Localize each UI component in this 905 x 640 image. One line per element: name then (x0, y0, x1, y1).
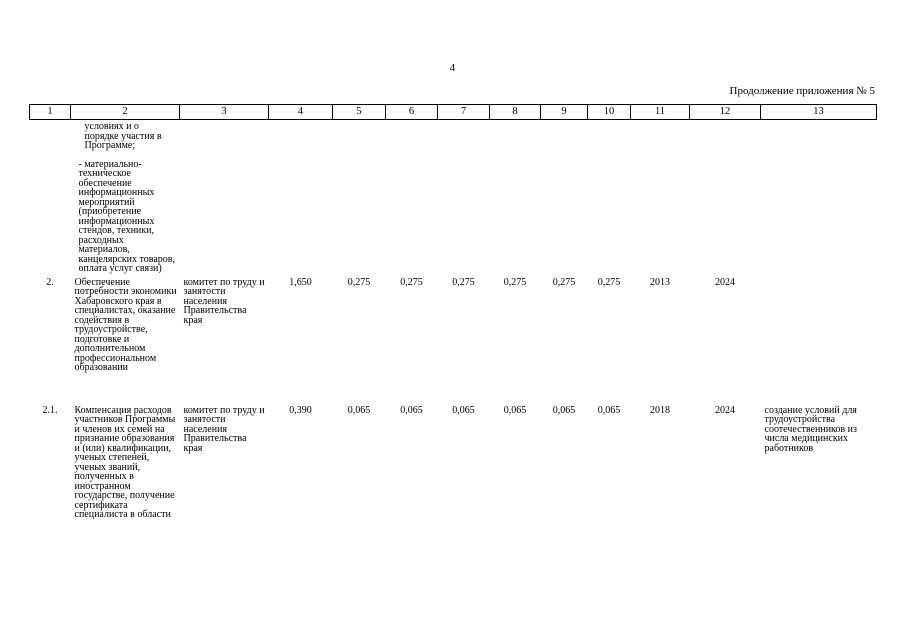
continuation-note: Продолжение приложения № 5 (729, 85, 875, 97)
row-end-year: 2024 (715, 404, 735, 416)
row-col8: 0,065 (503, 404, 527, 416)
row-total: 1,650 (289, 276, 312, 288)
row-executor: комитет по труду и занятости населения Правительства края (183, 404, 265, 454)
row-total: 0,390 (289, 404, 312, 416)
header-col-1: 1 (30, 105, 71, 120)
header-col-12: 12 (690, 105, 761, 120)
row-col10: 0,065 (597, 404, 621, 416)
table-row (30, 402, 877, 520)
header-col-8: 8 (490, 105, 541, 120)
header-col-5: 5 (333, 105, 386, 120)
row-col7: 0,275 (452, 276, 475, 288)
page-number: 4 (449, 62, 456, 74)
row-col5: 0,275 (347, 276, 371, 288)
row-result: создание условий для трудоустройства соотечественников из числа медицинских работников (764, 404, 857, 454)
row-col5: 0,065 (347, 404, 371, 416)
row-col9: 0,065 (552, 404, 576, 416)
row-start-year: 2018 (650, 404, 670, 416)
continued-text-1: условиях и о порядке участия в Программе; (84, 121, 162, 151)
header-col-10: 10 (588, 105, 631, 120)
program-table (29, 104, 877, 520)
row-name: Компенсация расходов участников Программы и членов их семей на признание образования и (или) квалификации, ученых степеней, ученых званий, полученных в иностранном государстве, получение сертификата специалиста в области (74, 404, 176, 520)
continued-name-cell (71, 120, 180, 274)
header-col-3: 3 (180, 105, 269, 120)
row-start-year: 2013 (650, 276, 670, 288)
row-end-year: 2024 (715, 276, 735, 288)
header-col-6: 6 (386, 105, 438, 120)
header-col-7: 7 (438, 105, 490, 120)
row-name: Обеспечение потребности экономики Хабаровского края в специалистах, оказание содействия в трудоустройстве, подготовке и дополнительном профессиональном образовании (74, 276, 177, 373)
row-number: 2. (46, 276, 54, 288)
header-col-11: 11 (631, 105, 690, 120)
row-col9: 0,275 (552, 276, 576, 288)
row-col6: 0,275 (400, 276, 423, 288)
header-col-13: 13 (761, 105, 877, 120)
continued-text-2: - материально-техническое обеспечение информационных мероприятий (приобретение информационных стендов, техники, расходных материалов, канцелярских товаров, оплата услуг связи) (78, 158, 176, 274)
row-executor: комитет по труду и занятости населения Правительства края (183, 276, 265, 326)
row-result (761, 274, 877, 402)
header-col-4: 4 (269, 105, 333, 120)
row-col8: 0,275 (503, 276, 527, 288)
header-col-2: 2 (71, 105, 180, 120)
row-col6: 0,065 (400, 404, 423, 416)
table-row (30, 274, 877, 402)
header-row (30, 105, 877, 120)
header-col-9: 9 (541, 105, 588, 120)
row-col10: 0,275 (597, 276, 621, 288)
row-col7: 0,065 (452, 404, 475, 416)
table-row-continued (30, 120, 877, 274)
row-number: 2.1. (42, 404, 58, 416)
